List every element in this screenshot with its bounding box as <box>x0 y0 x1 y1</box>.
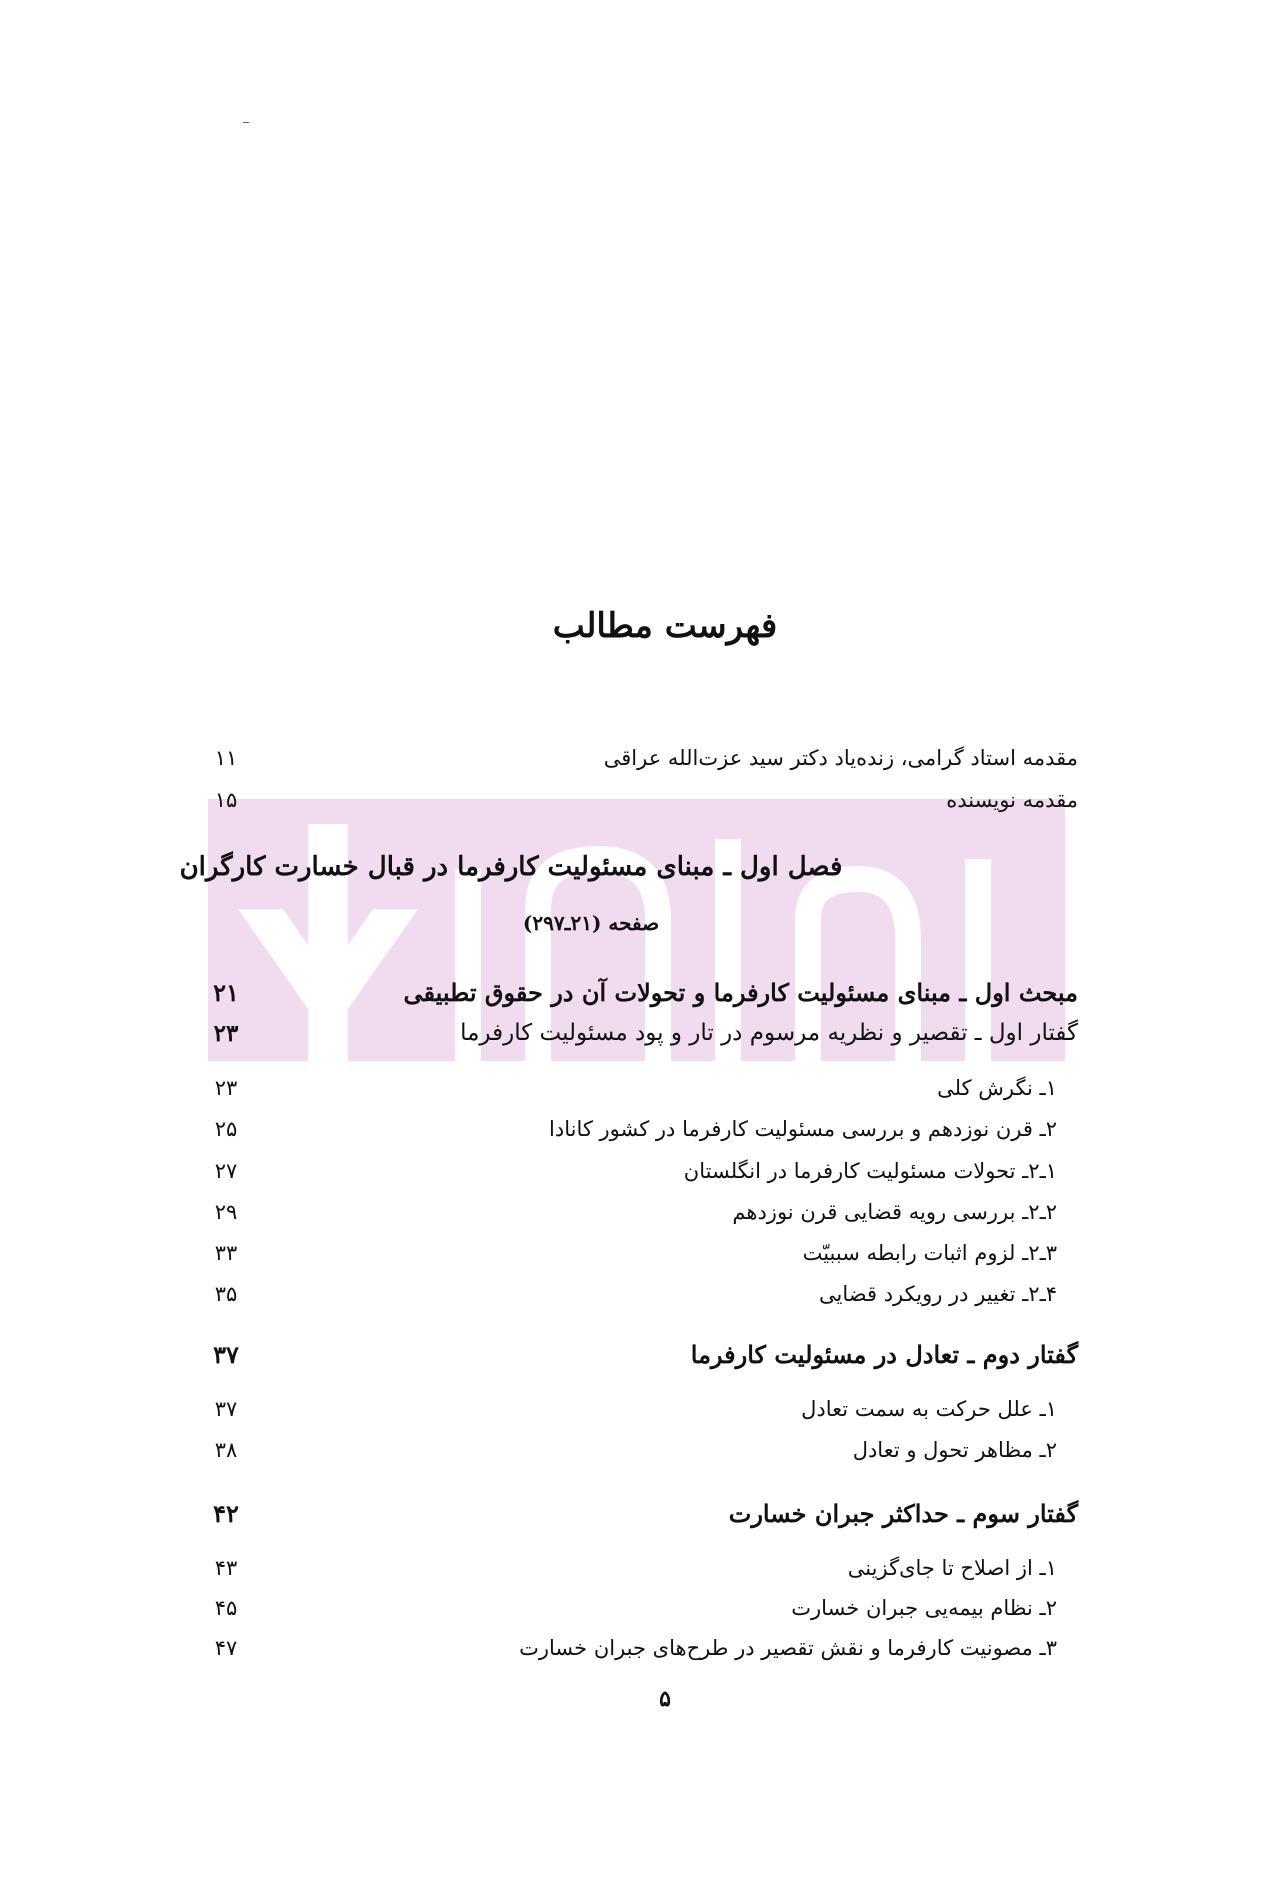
toc-row <box>0 1596 1282 1630</box>
toc-entry-text: مقدمه استاد گرامی، زنده‌یاد دکتر سید عزت‌الله عراقی <box>603 746 1078 770</box>
toc-page-number: ۲۱ <box>213 978 239 1007</box>
toc-page-number: ۴۲ <box>213 1499 239 1528</box>
toc-row <box>0 1556 1282 1590</box>
toc-page-number: ۲۳ <box>214 1076 238 1100</box>
toc-page-number: ۲۷ <box>214 1159 238 1183</box>
toc-entry-text: گفتار دوم ـ تعادل در مسئولیت کارفرما <box>690 1340 1078 1369</box>
toc-entry-text: ۴ـ۲ـ تغییر در رویکرد قضایی <box>819 1282 1057 1306</box>
toc-entry-text: گفتار اول ـ تقصیر و نظریه مرسوم در تار و پود مسئولیت کارفرما <box>460 1020 1078 1046</box>
toc-row <box>0 1159 1282 1193</box>
page-title: فهرست مطالب <box>552 606 778 646</box>
page-number: ۵ <box>659 1686 671 1712</box>
toc-page-number: ۳۷ <box>214 1397 238 1421</box>
toc-page-number: ۱۱ <box>214 746 238 770</box>
toc-page-number: ۳۳ <box>214 1241 238 1265</box>
toc-row <box>0 746 1282 780</box>
toc-entry-text: ۲ـ قرن نوزدهم و بررسی مسئولیت کارفرما در کشور کانادا <box>549 1117 1057 1141</box>
toc-entry-text: مقدمه نویسنده <box>946 788 1078 812</box>
chapter-title: فصل اول ـ مبنای مسئولیت کارفرما در قبال خسارت کارگران <box>179 852 843 882</box>
toc-row <box>0 1282 1282 1316</box>
toc-entry-text: گفتار سوم ـ حداکثر جبران خسارت <box>728 1499 1078 1528</box>
toc-page-number: ۲۹ <box>214 1200 238 1224</box>
toc-row <box>0 1438 1282 1472</box>
toc-entry-text: مبحث اول ـ مبنای مسئولیت کارفرما و تحولات آن در حقوق تطبیقی <box>403 978 1078 1007</box>
toc-entry-text: ۱ـ از اصلاح تا جای‌گزینی <box>847 1556 1057 1580</box>
toc-page-number: ۳۵ <box>214 1282 238 1306</box>
toc-row <box>0 1340 1282 1374</box>
toc-row <box>0 1200 1282 1234</box>
toc-entry-text: ۱ـ علل حرکت به سمت تعادل <box>801 1397 1057 1421</box>
toc-row <box>0 1499 1282 1533</box>
toc-entry-text: ۲ـ نظام بیمه‌یی جبران خسارت <box>791 1596 1057 1620</box>
toc-entry-text: ۱ـ۲ـ تحولات مسئولیت کارفرما در انگلستان <box>683 1159 1057 1183</box>
toc-entry-text: ۳ـ۲ـ لزوم اثبات رابطه سببیّت <box>802 1241 1057 1265</box>
toc-page-number: ۲۳ <box>213 1020 239 1047</box>
toc-entry-text: ۲ـ مظاهر تحول و تعادل <box>852 1438 1057 1462</box>
toc-page-number: ۴۷ <box>214 1636 238 1660</box>
toc-row <box>0 1397 1282 1431</box>
toc-row <box>0 1241 1282 1275</box>
speck <box>243 122 249 123</box>
toc-entry-text: ۱ـ نگرش کلی <box>937 1076 1057 1100</box>
toc-page-number: ۳۷ <box>213 1340 239 1369</box>
toc-row <box>0 1020 1282 1054</box>
toc-page-number: ۴۳ <box>214 1556 238 1580</box>
toc-page-number: ۱۵ <box>214 788 238 812</box>
toc-row <box>0 788 1282 822</box>
chapter-pages: صفحه (۲۱ـ۲۹۷) <box>522 911 660 935</box>
toc-page-number: ۳۸ <box>214 1438 238 1462</box>
toc-row <box>0 978 1282 1012</box>
toc-row <box>0 1117 1282 1151</box>
toc-row <box>0 1636 1282 1670</box>
toc-entry-text: ۲ـ۲ـ بررسی رویه قضایی قرن نوزدهم <box>732 1200 1057 1224</box>
toc-page-number: ۴۵ <box>214 1596 238 1620</box>
toc-entry-text: ۳ـ مصونیت کارفرما و نقش تقصیر در طرح‌های جبران خسارت <box>519 1636 1057 1660</box>
toc-page-number: ۲۵ <box>214 1117 238 1141</box>
toc-row <box>0 1076 1282 1110</box>
